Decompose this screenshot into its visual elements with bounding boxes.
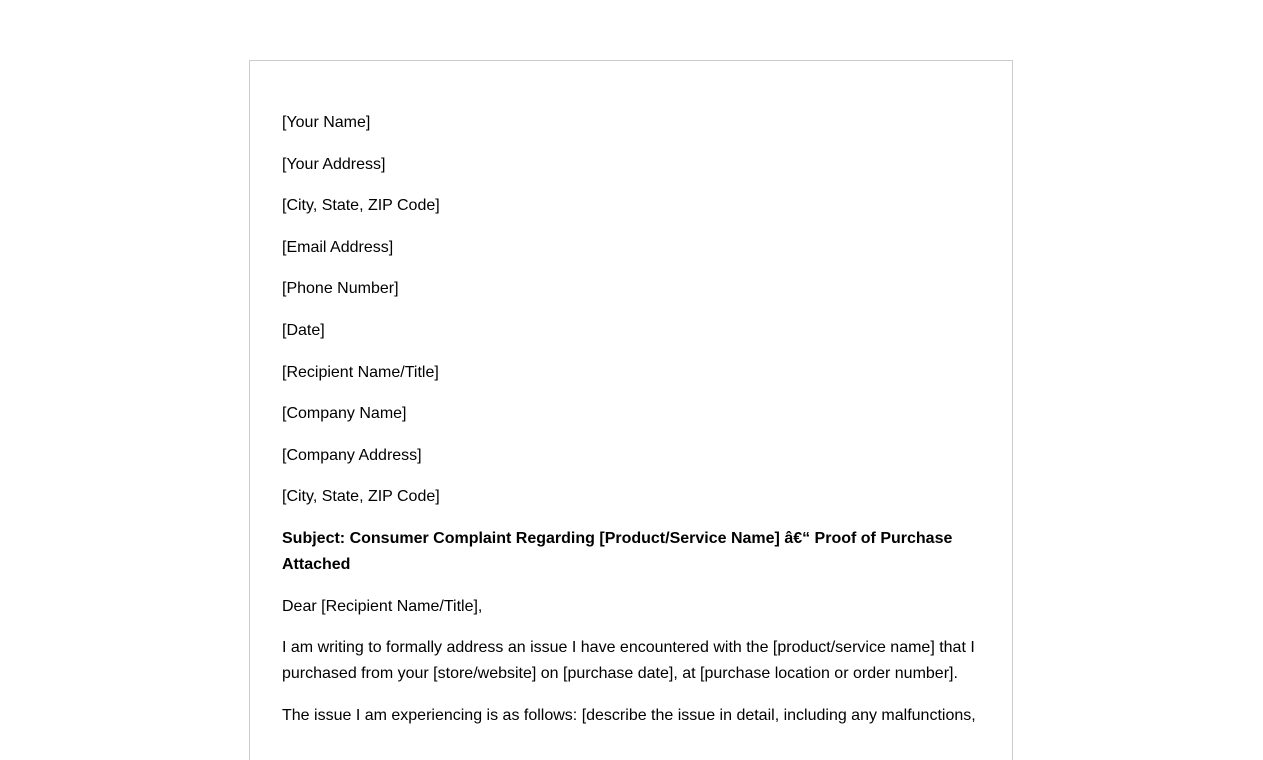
sender-phone: [Phone Number] [282, 280, 399, 298]
document-page [249, 60, 1013, 760]
body-paragraph-2: The issue I am experiencing is as follows: [describe the issue in detail, including any malfunctions, [282, 706, 976, 724]
sender-city-state-zip: [City, State, ZIP Code] [282, 197, 440, 215]
company-address: [Company Address] [282, 446, 422, 464]
letter-subject: Subject: Consumer Complaint Regarding [Product/Service Name] â€“ Proof of Purchase Attached [282, 529, 953, 573]
body-paragraph-1: I am writing to formally address an issue I have encountered with the [product/service name] that I purchased from your [store/website] on [purchase date], at [purchase location or order number]. [282, 639, 975, 683]
sender-email: [Email Address] [282, 238, 394, 256]
recipient-name: [Recipient Name/Title] [282, 363, 439, 381]
company-name: [Company Name] [282, 405, 407, 423]
sender-address: [Your Address] [282, 155, 386, 173]
sender-name: [Your Name] [282, 114, 371, 131]
letter-salutation: Dear [Recipient Name/Title], [282, 597, 483, 615]
letter-date: [Date] [282, 321, 325, 339]
company-city-state-zip: [City, State, ZIP Code] [282, 488, 440, 506]
